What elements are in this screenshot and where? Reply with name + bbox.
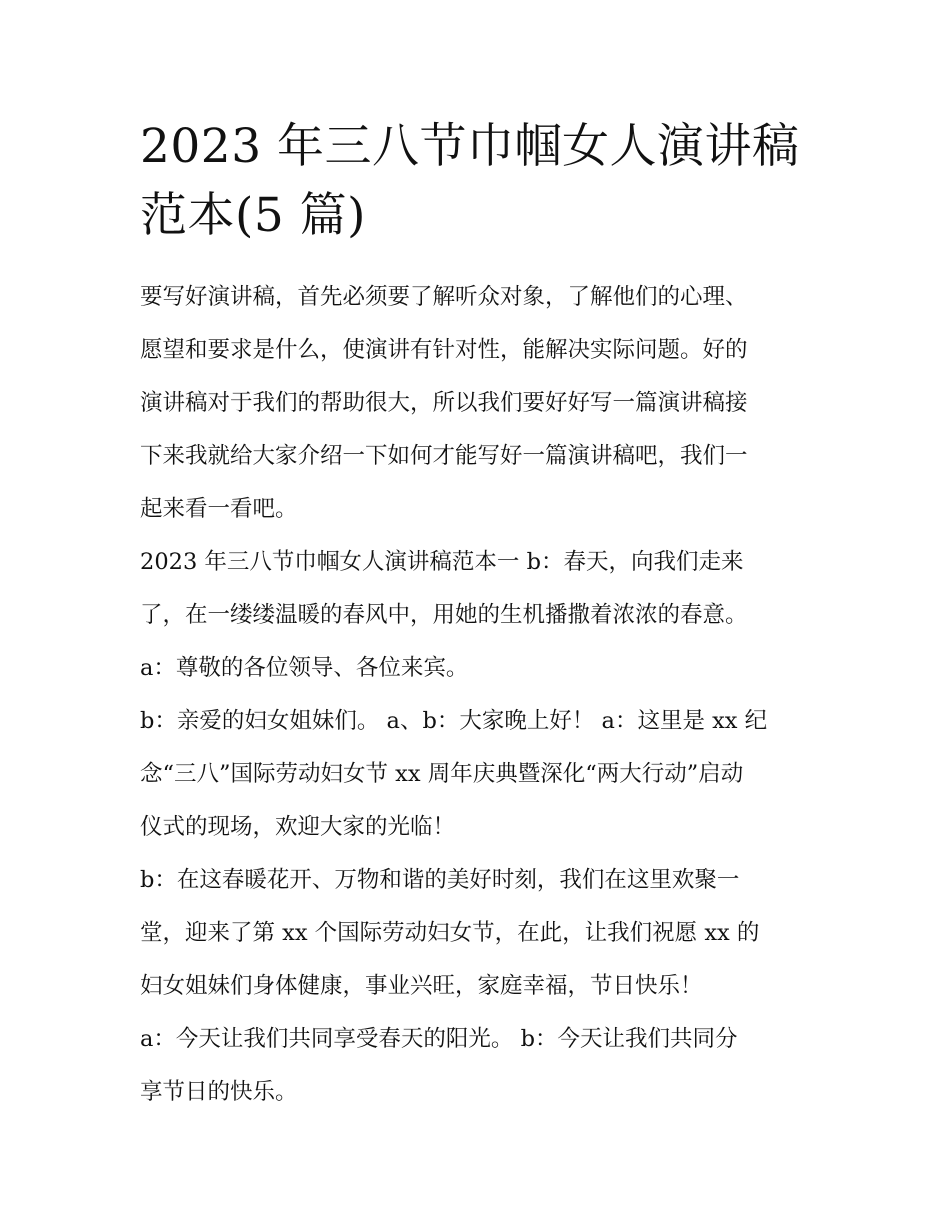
body-line: b：亲爱的妇女姐妹们。 a、b：大家晚上好！ a：这里是 xx 纪	[140, 708, 768, 734]
body-line: 念“三八”国际劳动妇女节 xx 周年庆典暨深化“两大行动”启动	[140, 761, 744, 787]
body-line: 起来看一看吧。	[140, 496, 298, 522]
body-line: 仪式的现场，欢迎大家的光临！	[140, 814, 456, 840]
body-line: a：今天让我们共同享受春天的阳光。 b：今天让我们共同分	[140, 1026, 738, 1052]
body-line: 2023 年三八节巾帼女人演讲稿范本一 b：春天，向我们走来	[140, 549, 744, 575]
body-line: b：在这春暖花开、万物和谐的美好时刻，我们在这里欢聚一	[140, 867, 740, 893]
title-line: 范本(5 篇)	[140, 188, 367, 243]
body-line: 堂，迎来了第 xx 个国际劳动妇女节，在此，让我们祝愿 xx 的	[140, 920, 760, 946]
title-line: 2023 年三八节巾帼女人演讲稿	[140, 119, 800, 174]
body-line: 妇女姐妹们身体健康，事业兴旺，家庭幸福，节日快乐！	[140, 973, 703, 999]
body-line: 要写好演讲稿，首先必须要了解听众对象，了解他们的心理、	[140, 284, 748, 310]
document-title	[140, 112, 830, 250]
body-line: 愿望和要求是什么，使演讲有针对性，能解决实际问题。好的	[140, 337, 748, 363]
body-line: 下来我就给大家介绍一下如何才能写好一篇演讲稿吧，我们一	[140, 443, 748, 469]
body-line: 了，在一缕缕温暖的春风中，用她的生机播撒着浓浓的春意。	[140, 602, 748, 628]
body-line: a：尊敬的各位领导、各位来宾。	[140, 655, 469, 681]
body-line: 演讲稿对于我们的帮助很大，所以我们要好好写一篇演讲稿接	[140, 390, 748, 416]
document-body	[140, 271, 830, 1119]
document-page	[140, 112, 830, 1119]
body-line: 享节日的快乐。	[140, 1079, 298, 1105]
